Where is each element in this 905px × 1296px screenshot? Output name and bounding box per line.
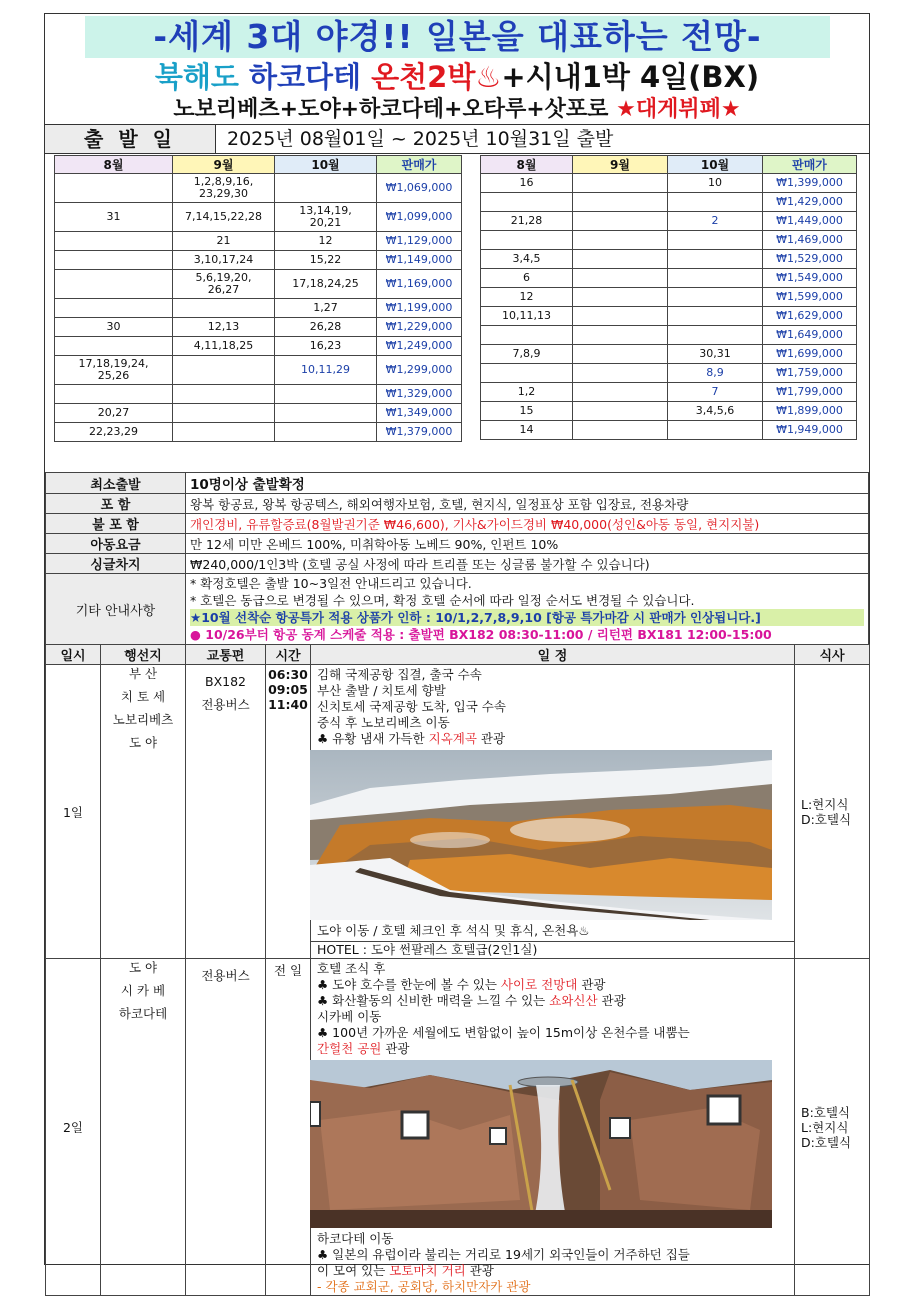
aug-dates: 3,4,5 xyxy=(481,250,573,269)
sightseeing-line: 간헐천 공원 관광 xyxy=(317,1041,410,1056)
sep-dates: 4,11,18,25 xyxy=(173,337,275,356)
price: ₩1,469,000 xyxy=(763,231,857,250)
aug-dates: 22,23,29 xyxy=(55,423,173,442)
aug-dates: 14 xyxy=(481,421,573,440)
sight-sairo: 사이로 전망대 xyxy=(500,977,578,992)
oct-dates: 15,22 xyxy=(275,251,377,270)
price: ₩1,349,000 xyxy=(377,404,462,423)
sep-dates xyxy=(573,383,668,402)
departure-row xyxy=(45,124,869,154)
price-row xyxy=(55,356,462,385)
time: 11:40 xyxy=(268,697,308,712)
meals xyxy=(795,665,870,959)
transport xyxy=(186,959,266,1296)
price-row xyxy=(55,174,462,203)
price-row xyxy=(481,250,857,269)
price: ₩1,799,000 xyxy=(763,383,857,402)
tour-title xyxy=(45,58,869,96)
meals xyxy=(795,959,870,1296)
day-row xyxy=(46,959,870,1296)
single-charge-value: ₩240,000/1인3박 (호텔 공실 사정에 따라 트리플 또는 싱글룸 불가할 수 있습니다) xyxy=(186,554,869,574)
oct-dates xyxy=(668,231,763,250)
single-charge-label: 싱글차지 xyxy=(46,554,186,574)
aug-dates xyxy=(55,299,173,318)
sep-dates xyxy=(573,231,668,250)
price: ₩1,199,000 xyxy=(377,299,462,318)
schedule-line: 김해 국제공항 집결, 출국 수속 xyxy=(317,667,482,682)
schedule xyxy=(311,959,795,1296)
oct-dates xyxy=(668,193,763,212)
col-schedule: 일 정 xyxy=(311,645,795,665)
schedule-line: ♣ 일본의 유럽이라 불리는 거리로 19세기 외국인들이 거주하던 집들 xyxy=(317,1247,690,1262)
sight-showa-shinzan: 쇼와신산 xyxy=(549,993,598,1008)
times xyxy=(266,959,311,1296)
oct-dates: 10 xyxy=(668,174,763,193)
header-oct: 10월 xyxy=(668,156,763,174)
place: 도 야 xyxy=(128,735,158,750)
schedule-line: 시카베 이동 xyxy=(317,1009,382,1024)
day-label: 2일 xyxy=(46,959,101,1296)
hotel-line: HOTEL : 도야 썬팔레스 호텔급(2인1실) xyxy=(311,941,794,958)
route-line xyxy=(45,96,869,124)
meal: D:호텔식 xyxy=(801,1134,852,1150)
price-row xyxy=(55,270,462,299)
sep-dates xyxy=(173,299,275,318)
price: ₩1,649,000 xyxy=(763,326,857,345)
sightseeing-line: ♣ 화산활동의 신비한 매력을 느낄 수 있는 쇼와신산 관광 xyxy=(317,993,626,1008)
price: ₩1,149,000 xyxy=(377,251,462,270)
schedule-line: 도야 이동 / 호텔 체크인 후 석식 및 휴식, 온천욕♨ xyxy=(317,923,590,938)
oct-dates: 10,11,29 xyxy=(275,356,377,385)
day-label: 1일 xyxy=(46,665,101,959)
price: ₩1,379,000 xyxy=(377,423,462,442)
destinations xyxy=(101,665,186,959)
sep-dates xyxy=(173,385,275,404)
header-aug: 8월 xyxy=(481,156,573,174)
aug-dates: 17,18,19,24, 25,26 xyxy=(55,356,173,385)
price: ₩1,399,000 xyxy=(763,174,857,193)
aug-dates: 30 xyxy=(55,318,173,337)
sep-dates xyxy=(573,269,668,288)
schedule-line: 부산 출발 / 치토세 향발 xyxy=(317,683,446,698)
place: 시 카 베 xyxy=(120,983,166,998)
time: 06:30 xyxy=(268,667,308,682)
title-city: 하코다테 xyxy=(248,60,362,94)
price-row xyxy=(481,345,857,364)
price: ₩1,629,000 xyxy=(763,307,857,326)
included-value: 왕복 항공료, 왕복 항공텍스, 해외여행자보험, 호텔, 현지식, 일정표상 포함 입장료, 전용차량 xyxy=(186,494,869,514)
price: ₩1,099,000 xyxy=(377,203,462,232)
sep-dates xyxy=(573,288,668,307)
sep-dates xyxy=(173,356,275,385)
winter-schedule-note: ● 10/26부터 항공 동계 스케줄 적용 : 출발편 BX182 08:30-11:00 / 리턴편 BX181 12:00-15:00 xyxy=(190,627,772,642)
departure-label: 출 발 일 xyxy=(45,125,216,153)
price: ₩1,229,000 xyxy=(377,318,462,337)
price: ₩1,299,000 xyxy=(377,356,462,385)
aug-dates xyxy=(55,174,173,203)
header-price: 판매가 xyxy=(763,156,857,174)
aug-dates xyxy=(481,193,573,212)
sep-dates xyxy=(573,402,668,421)
aug-dates: 7,8,9 xyxy=(481,345,573,364)
tour-flyer xyxy=(44,13,870,1294)
price-row xyxy=(481,269,857,288)
sep-dates: 3,10,17,24 xyxy=(173,251,275,270)
price-row xyxy=(55,337,462,356)
col-time: 시간 xyxy=(266,645,311,665)
sight-geyser-park: 간헐천 공원 xyxy=(317,1041,382,1056)
header-price: 판매가 xyxy=(377,156,462,174)
price-row xyxy=(481,402,857,421)
destinations xyxy=(101,959,186,1296)
price: ₩1,529,000 xyxy=(763,250,857,269)
vehicle: 전용버스 xyxy=(201,697,250,712)
meal: L:현지식 xyxy=(801,1119,849,1135)
aug-dates: 21,28 xyxy=(481,212,573,231)
sep-dates xyxy=(573,364,668,383)
place: 하코다테 xyxy=(118,1006,168,1021)
info-table xyxy=(45,472,869,645)
geyser-park-photo xyxy=(310,1060,772,1228)
etc-notes xyxy=(186,574,869,645)
meal: L:현지식 xyxy=(801,796,849,812)
excluded-label: 불 포 함 xyxy=(46,514,186,534)
header-oct: 10월 xyxy=(275,156,377,174)
price-table-left xyxy=(54,155,462,442)
price-row xyxy=(55,203,462,232)
price-row xyxy=(481,174,857,193)
time: 전 일 xyxy=(273,963,303,978)
sep-dates xyxy=(573,421,668,440)
price: ₩1,949,000 xyxy=(763,421,857,440)
child-fare-label: 아동요금 xyxy=(46,534,186,554)
aug-dates: 1,2 xyxy=(481,383,573,402)
etc-label: 기타 안내사항 xyxy=(46,574,186,645)
price-row xyxy=(55,232,462,251)
price: ₩1,329,000 xyxy=(377,385,462,404)
col-transport: 교통편 xyxy=(186,645,266,665)
price-row xyxy=(55,423,462,442)
sep-dates xyxy=(173,404,275,423)
itinerary-table xyxy=(45,644,870,1296)
aug-dates: 6 xyxy=(481,269,573,288)
header-sep: 9월 xyxy=(573,156,668,174)
child-fare-value: 만 12세 미만 온베드 100%, 미취학아동 노베드 90%, 인펀트 10% xyxy=(186,534,869,554)
included-label: 포 함 xyxy=(46,494,186,514)
oct-dates: 7 xyxy=(668,383,763,402)
aug-dates: 16 xyxy=(481,174,573,193)
schedule xyxy=(311,665,795,959)
oct-dates: 13,14,19, 20,21 xyxy=(275,203,377,232)
excluded-value: 개인경비, 유류할증료(8월발권기준 ₩46,600), 기사&가이드경비 ₩40,000(성인&아동 동일, 현지지불) xyxy=(186,514,869,534)
aug-dates xyxy=(55,270,173,299)
sep-dates xyxy=(573,193,668,212)
price: ₩1,129,000 xyxy=(377,232,462,251)
sep-dates xyxy=(173,423,275,442)
transport xyxy=(186,665,266,959)
price: ₩1,449,000 xyxy=(763,212,857,231)
aug-dates xyxy=(55,337,173,356)
oct-dates xyxy=(275,423,377,442)
oct-dates xyxy=(275,385,377,404)
flight-number: BX182 xyxy=(205,674,246,689)
day-row xyxy=(46,665,870,959)
headline-banner: -세계 3대 야경!! 일본을 대표하는 전망- xyxy=(85,16,830,58)
price-row xyxy=(481,364,857,383)
sightseeing-line: ♣ 도야 호수를 한눈에 볼 수 있는 사이로 전망대 관광 xyxy=(317,977,606,992)
vehicle: 전용버스 xyxy=(201,968,250,983)
oct-dates: 12 xyxy=(275,232,377,251)
place: 치 토 세 xyxy=(120,689,166,704)
sep-dates xyxy=(573,250,668,269)
price-row xyxy=(55,251,462,270)
sep-dates xyxy=(573,326,668,345)
title-rest: +시내1박 4일(BX) xyxy=(501,60,760,94)
price-row xyxy=(55,318,462,337)
oct-dates: 3,4,5,6 xyxy=(668,402,763,421)
oct-dates: 16,23 xyxy=(275,337,377,356)
place: 부 산 xyxy=(128,666,158,681)
hell-valley-photo xyxy=(310,750,772,920)
oct-dates xyxy=(275,404,377,423)
schedule-line: 중식 후 노보리베츠 이동 xyxy=(317,715,450,730)
sight-hell-valley: 지옥계곡 xyxy=(428,731,477,746)
sep-dates xyxy=(573,212,668,231)
price: ₩1,069,000 xyxy=(377,174,462,203)
time: 09:05 xyxy=(268,682,308,697)
sep-dates: 5,6,19,20, 26,27 xyxy=(173,270,275,299)
aug-dates xyxy=(481,231,573,250)
price-row xyxy=(481,421,857,440)
etc-note: * 확정호텔은 출발 10~3일전 안내드리고 있습니다. xyxy=(190,576,472,591)
sep-dates: 12,13 xyxy=(173,318,275,337)
sep-dates xyxy=(573,345,668,364)
price: ₩1,549,000 xyxy=(763,269,857,288)
schedule-line: ♣ 100년 가까운 세월에도 변함없이 높이 15m이상 온천수를 내뿜는 xyxy=(317,1025,690,1040)
sight-motomachi: 모토마치 거리 xyxy=(389,1263,466,1278)
oct-dates xyxy=(668,326,763,345)
departure-range: 2025년 08월01일 ~ 2025년 10월31일 출발 xyxy=(227,128,614,150)
aug-dates: 10,11,13 xyxy=(481,307,573,326)
price-row xyxy=(481,383,857,402)
route-text: 노보리베츠+도야+하코다테+오타루+삿포로 xyxy=(173,97,609,122)
price-row xyxy=(481,231,857,250)
sep-dates: 1,2,8,9,16, 23,29,30 xyxy=(173,174,275,203)
sep-dates xyxy=(573,307,668,326)
price: ₩1,759,000 xyxy=(763,364,857,383)
price: ₩1,599,000 xyxy=(763,288,857,307)
meal: D:호텔식 xyxy=(801,811,852,827)
title-onsen: 온천2박♨ xyxy=(371,60,502,94)
schedule-line: 신치토세 국제공항 도착, 입국 수속 xyxy=(317,699,506,714)
aug-dates xyxy=(481,364,573,383)
price-row xyxy=(481,288,857,307)
price-row xyxy=(55,299,462,318)
oct-dates: 30,31 xyxy=(668,345,763,364)
oct-dates xyxy=(668,307,763,326)
col-destination: 행선지 xyxy=(101,645,186,665)
price: ₩1,429,000 xyxy=(763,193,857,212)
min-departure-value: 10명이상 출발확정 xyxy=(186,473,869,494)
airfare-discount-note: ★10월 선착순 항공특가 적용 상품가 인하 : 10/1,2,7,8,9,10 [항공 특가마감 시 판매가 인상됩니다.] xyxy=(190,609,864,626)
sep-dates: 7,14,15,22,28 xyxy=(173,203,275,232)
schedule-line: 하코다테 이동 xyxy=(317,1231,394,1246)
col-meals: 식사 xyxy=(795,645,870,665)
oct-dates xyxy=(668,250,763,269)
oct-dates: 8,9 xyxy=(668,364,763,383)
place: 노보리베츠 xyxy=(112,712,174,727)
price: ₩1,249,000 xyxy=(377,337,462,356)
schedule-line: 호텔 조식 후 xyxy=(317,961,386,976)
price-row xyxy=(55,404,462,423)
aug-dates xyxy=(481,326,573,345)
price-table-right xyxy=(480,155,857,440)
sep-dates xyxy=(573,174,668,193)
sightseeing-line: ♣ 유황 냄새 가득한 지옥계곡 관광 xyxy=(317,731,506,746)
aug-dates xyxy=(55,251,173,270)
oct-dates: 2 xyxy=(668,212,763,231)
sep-dates: 21 xyxy=(173,232,275,251)
oct-dates xyxy=(668,269,763,288)
price-row xyxy=(55,385,462,404)
price-row xyxy=(481,193,857,212)
oct-dates xyxy=(275,174,377,203)
sightseeing-line: 이 모여 있는 모토마치 거리 관광 xyxy=(317,1263,494,1278)
etc-note: * 호텔은 동급으로 변경될 수 있으며, 확정 호텔 순서에 따라 일정 순서도 변경될 수 있습니다. xyxy=(190,593,695,608)
min-departure-label: 최소출발 xyxy=(46,473,186,494)
aug-dates xyxy=(55,232,173,251)
oct-dates: 17,18,24,25 xyxy=(275,270,377,299)
col-day: 일시 xyxy=(46,645,101,665)
schedule-line: - 각종 교회군, 공회당, 하치만자카 관광 xyxy=(317,1279,531,1294)
price-row xyxy=(481,212,857,231)
aug-dates xyxy=(55,385,173,404)
price: ₩1,169,000 xyxy=(377,270,462,299)
oct-dates xyxy=(668,421,763,440)
price: ₩1,699,000 xyxy=(763,345,857,364)
aug-dates: 15 xyxy=(481,402,573,421)
buffet-badge: ★대게뷔페★ xyxy=(616,97,741,122)
price: ₩1,899,000 xyxy=(763,402,857,421)
header-aug: 8월 xyxy=(55,156,173,174)
meal: B:호텔식 xyxy=(801,1104,851,1120)
aug-dates: 20,27 xyxy=(55,404,173,423)
times xyxy=(266,665,311,959)
price-row xyxy=(481,307,857,326)
oct-dates: 26,28 xyxy=(275,318,377,337)
place: 도 야 xyxy=(128,960,158,975)
oct-dates xyxy=(668,288,763,307)
price-row xyxy=(481,326,857,345)
oct-dates: 1,27 xyxy=(275,299,377,318)
header-sep: 9월 xyxy=(173,156,275,174)
aug-dates: 31 xyxy=(55,203,173,232)
title-region: 북해도 xyxy=(154,60,239,94)
aug-dates: 12 xyxy=(481,288,573,307)
